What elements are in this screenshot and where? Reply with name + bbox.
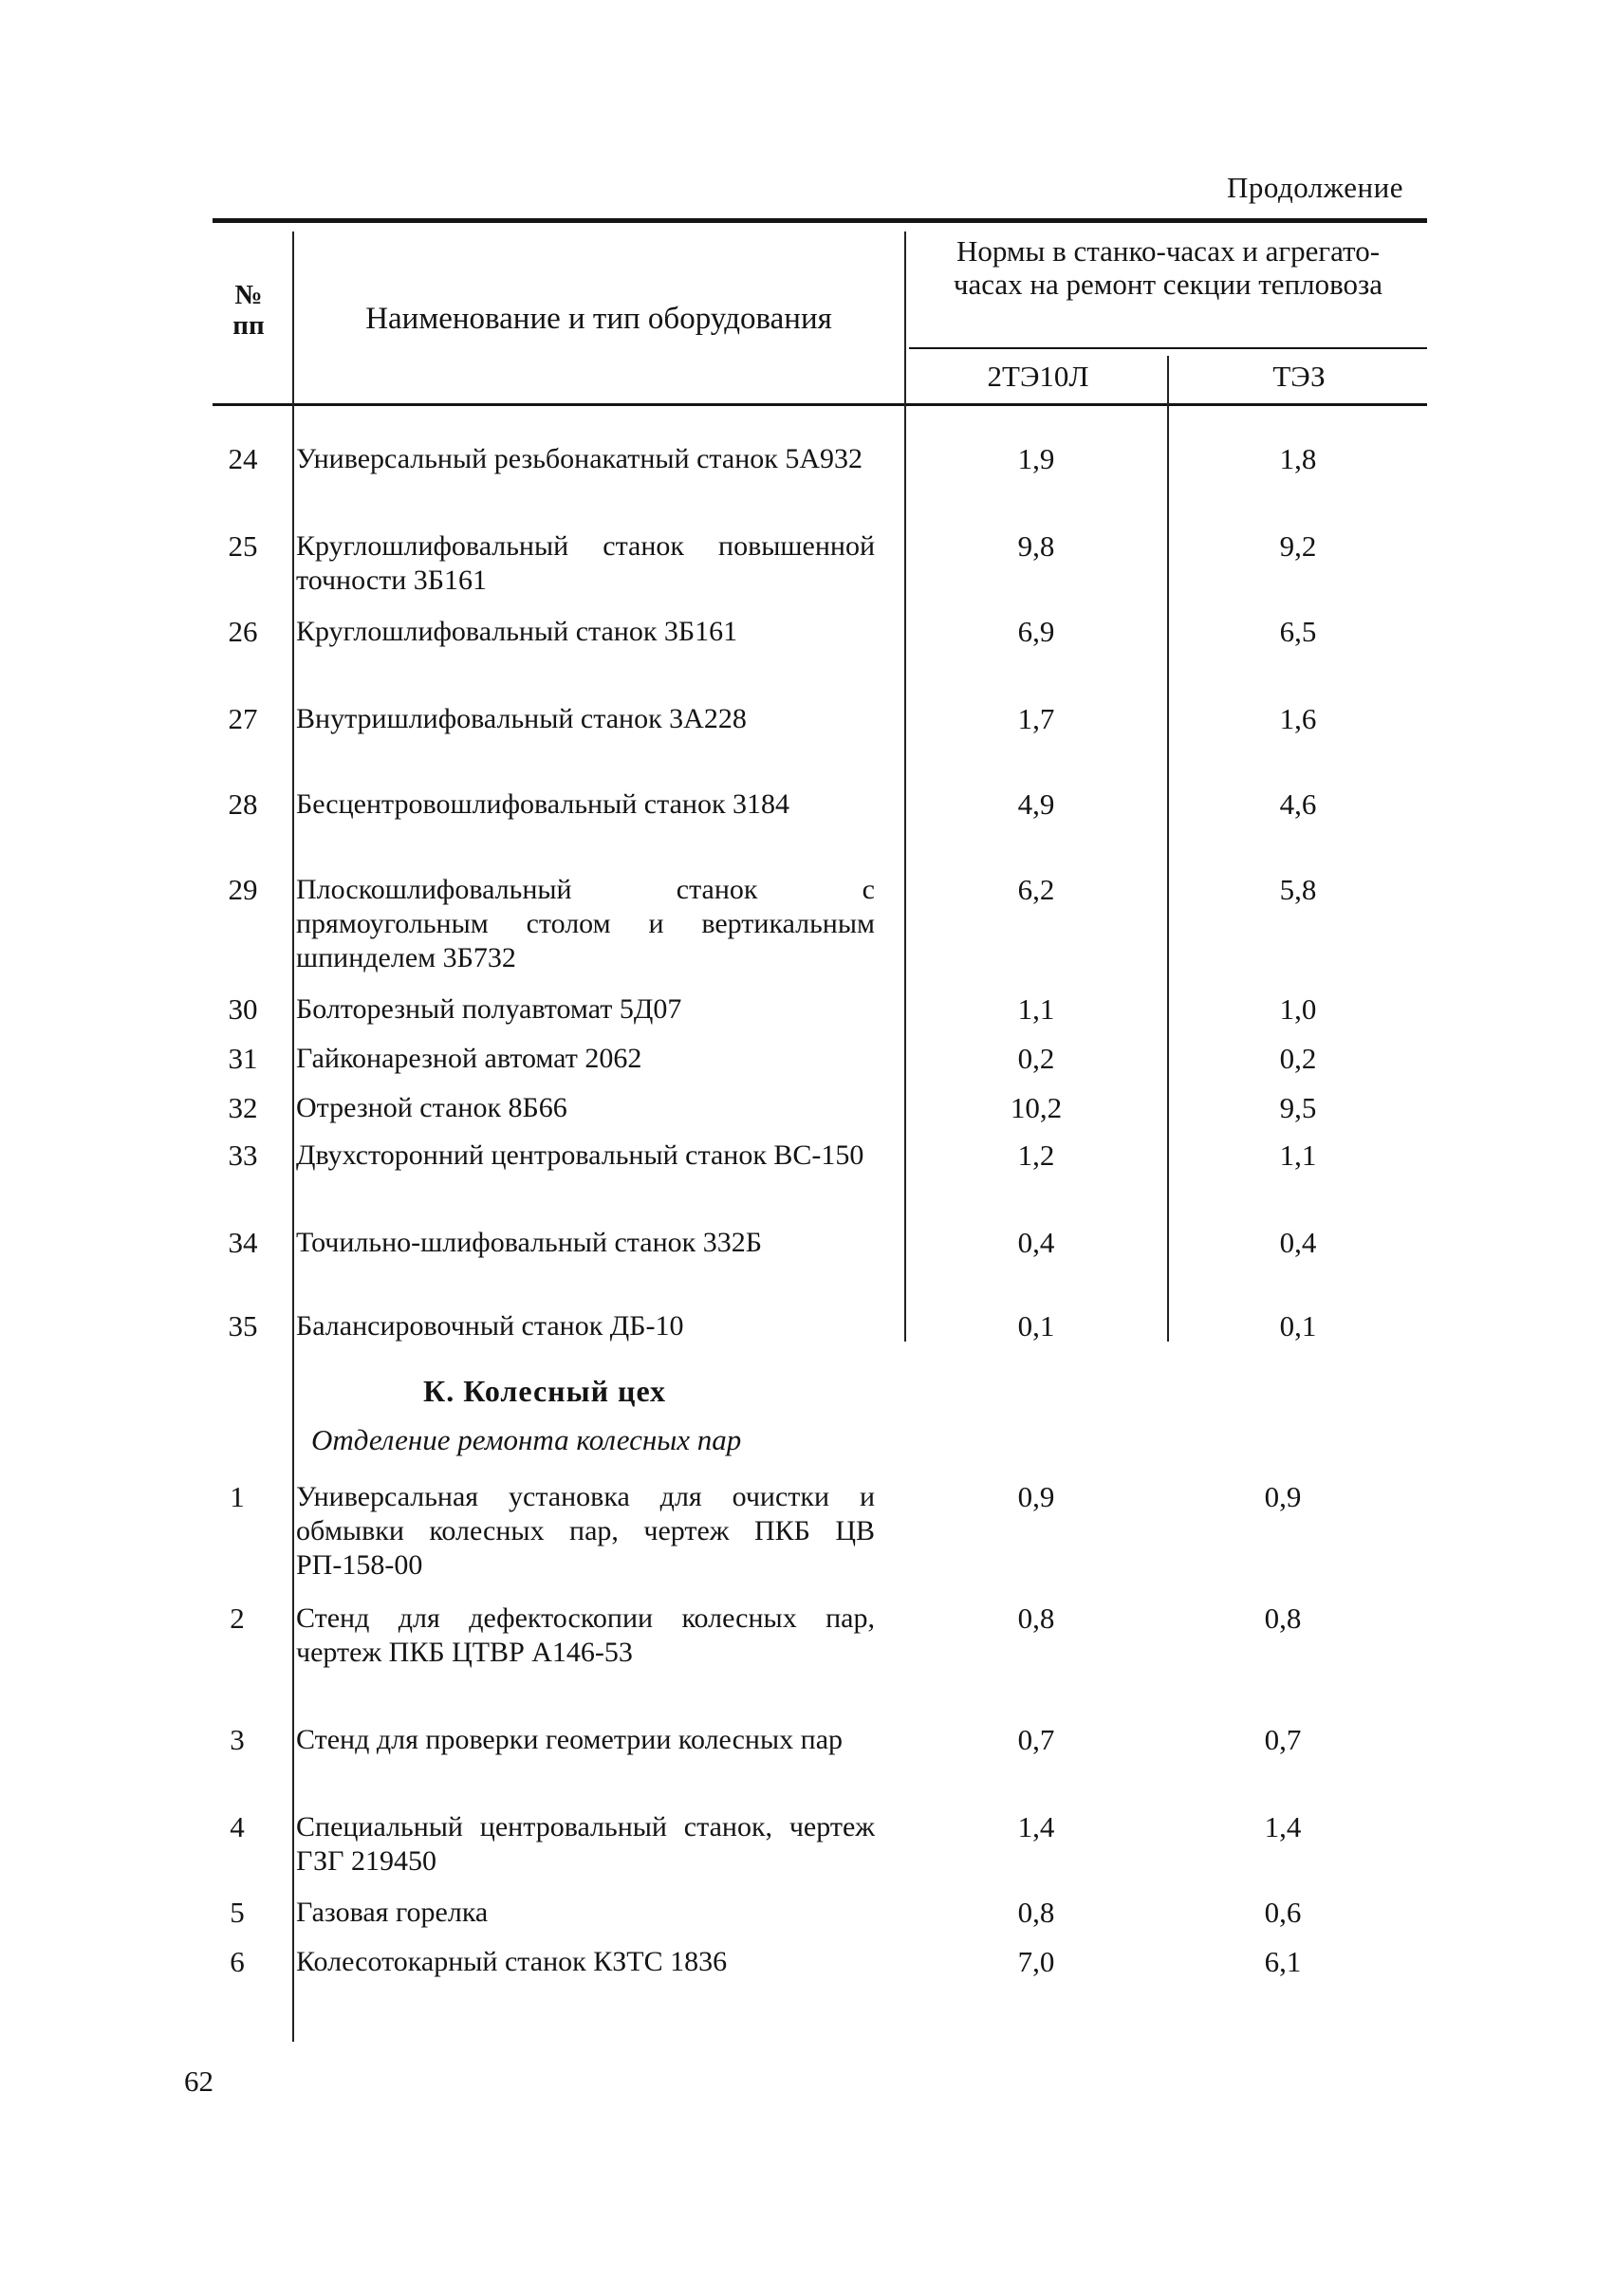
value-tez: 1,0 bbox=[1279, 992, 1317, 1026]
column-divider-values bbox=[1167, 356, 1169, 1342]
value-tez: 0,1 bbox=[1279, 1309, 1317, 1342]
value-2te10l: 0,4 bbox=[1017, 1226, 1055, 1259]
equipment-name: Болторезный полуавтомат 5Д07 bbox=[296, 993, 682, 1025]
equipment-name: Внутришлифовальный станок 3А228 bbox=[296, 703, 747, 734]
value-tez: 9,5 bbox=[1279, 1091, 1317, 1124]
value-tez: 0,8 bbox=[1264, 1602, 1302, 1635]
value-tez: 0,9 bbox=[1264, 1480, 1302, 1513]
row-number: 2 bbox=[230, 1602, 245, 1635]
row-number: 31 bbox=[228, 1042, 258, 1075]
value-tez: 1,8 bbox=[1279, 442, 1317, 475]
section-title: К. Колесный цех bbox=[423, 1374, 666, 1408]
value-2te10l: 0,8 bbox=[1017, 1896, 1055, 1929]
row-number: 1 bbox=[230, 1480, 245, 1513]
value-2te10l: 10,2 bbox=[1010, 1091, 1063, 1124]
row-number: 26 bbox=[228, 615, 258, 648]
equipment-name: Универсальная установка для очистки и обмывки колесных пар, чертеж ПКБ ЦВ РП-158-00 bbox=[296, 1481, 875, 1581]
value-2te10l: 6,2 bbox=[1017, 873, 1055, 906]
equipment-name: Балансировочный станок ДБ-10 bbox=[296, 1310, 684, 1342]
header-col-2te10l: 2ТЭ10Л bbox=[987, 360, 1089, 393]
value-2te10l: 4,9 bbox=[1017, 787, 1055, 821]
equipment-name: Универсальный резьбонакатный станок 5А932 bbox=[296, 443, 863, 474]
value-tez: 9,2 bbox=[1279, 529, 1317, 563]
column-divider-num bbox=[292, 231, 294, 2042]
row-number: 3 bbox=[230, 1723, 245, 1756]
equipment-name: Газовая горелка bbox=[296, 1897, 489, 1928]
value-tez: 1,1 bbox=[1279, 1139, 1317, 1172]
value-tez: 0,4 bbox=[1279, 1226, 1317, 1259]
row-number: 6 bbox=[230, 1945, 245, 1978]
value-2te10l: 1,7 bbox=[1017, 702, 1055, 735]
value-2te10l: 7,0 bbox=[1017, 1945, 1055, 1978]
page-number: 62 bbox=[184, 2065, 213, 2098]
value-tez: 5,8 bbox=[1279, 873, 1317, 906]
value-2te10l: 6,9 bbox=[1017, 615, 1055, 648]
row-number: 28 bbox=[228, 787, 258, 821]
equipment-name: Круглошлифовальный станок 3Б161 bbox=[296, 616, 738, 647]
table-top-rule bbox=[213, 218, 1427, 223]
value-2te10l: 1,9 bbox=[1017, 442, 1055, 475]
header-col-tez: ТЭЗ bbox=[1272, 360, 1326, 393]
value-2te10l: 9,8 bbox=[1017, 529, 1055, 563]
equipment-name: Круглошлифовальный станок повышенной точности 3Б161 bbox=[296, 530, 875, 596]
row-number: 4 bbox=[230, 1810, 245, 1843]
header-col-num: № пп bbox=[232, 280, 265, 342]
equipment-name: Точильно-шлифовальный станок 332Б bbox=[296, 1227, 762, 1258]
header-sub-rule bbox=[909, 347, 1427, 349]
value-tez: 1,6 bbox=[1279, 702, 1317, 735]
row-number: 29 bbox=[228, 873, 258, 906]
value-2te10l: 0,9 bbox=[1017, 1480, 1055, 1513]
value-2te10l: 0,7 bbox=[1017, 1723, 1055, 1756]
header-col-name: Наименование и тип оборудования bbox=[365, 302, 832, 336]
equipment-name: Колесотокарный станок КЗТС 1836 bbox=[296, 1946, 728, 1977]
row-number: 25 bbox=[228, 529, 258, 563]
row-number: 35 bbox=[228, 1309, 258, 1342]
row-number: 30 bbox=[228, 992, 258, 1026]
value-2te10l: 1,4 bbox=[1017, 1810, 1055, 1843]
subsection-title: Отделение ремонта колесных пар bbox=[311, 1423, 742, 1456]
equipment-name: Стенд для проверки геометрии колесных пар bbox=[296, 1724, 844, 1755]
value-tez: 0,7 bbox=[1264, 1723, 1302, 1756]
value-tez: 6,1 bbox=[1264, 1945, 1302, 1978]
row-number: 34 bbox=[228, 1226, 258, 1259]
row-number: 33 bbox=[228, 1139, 258, 1172]
equipment-name: Плоскошлифовальный станок с прямоугольным столом и вертикальным шпинделем 3Б732 bbox=[296, 874, 875, 973]
equipment-name: Стенд для дефектоскопии колесных пар, чертеж ПКБ ЦТВР А146-53 bbox=[296, 1602, 875, 1668]
equipment-name: Двухсторонний центровальный станок ВС-150 bbox=[296, 1139, 864, 1171]
row-number: 27 bbox=[228, 702, 258, 735]
column-divider-name bbox=[904, 231, 906, 1342]
equipment-name: Бесцентровошлифовальный станок 3184 bbox=[296, 788, 790, 820]
row-number: 24 bbox=[228, 442, 258, 475]
value-2te10l: 0,8 bbox=[1017, 1602, 1055, 1635]
value-2te10l: 1,2 bbox=[1017, 1139, 1055, 1172]
value-tez: 6,5 bbox=[1279, 615, 1317, 648]
value-2te10l: 0,2 bbox=[1017, 1042, 1055, 1075]
row-number: 5 bbox=[230, 1896, 245, 1929]
equipment-name: Специальный центровальный станок, чертеж ГЗГ 219450 bbox=[296, 1811, 875, 1877]
equipment-name: Гайконарезной автомат 2062 bbox=[296, 1043, 642, 1074]
value-tez: 0,2 bbox=[1279, 1042, 1317, 1075]
row-number: 32 bbox=[228, 1091, 258, 1124]
continuation-label: Продолжение bbox=[1226, 171, 1403, 204]
value-tez: 4,6 bbox=[1279, 787, 1317, 821]
header-bottom-rule bbox=[213, 403, 1427, 406]
value-tez: 0,6 bbox=[1264, 1896, 1302, 1929]
value-2te10l: 0,1 bbox=[1017, 1309, 1055, 1342]
value-tez: 1,4 bbox=[1264, 1810, 1302, 1843]
value-2te10l: 1,1 bbox=[1017, 992, 1055, 1026]
header-col-norms: Нормы в станко-часах и агрегато-часах на ремонт секции тепловоза bbox=[953, 234, 1383, 301]
equipment-name: Отрезной станок 8Б66 bbox=[296, 1092, 567, 1123]
